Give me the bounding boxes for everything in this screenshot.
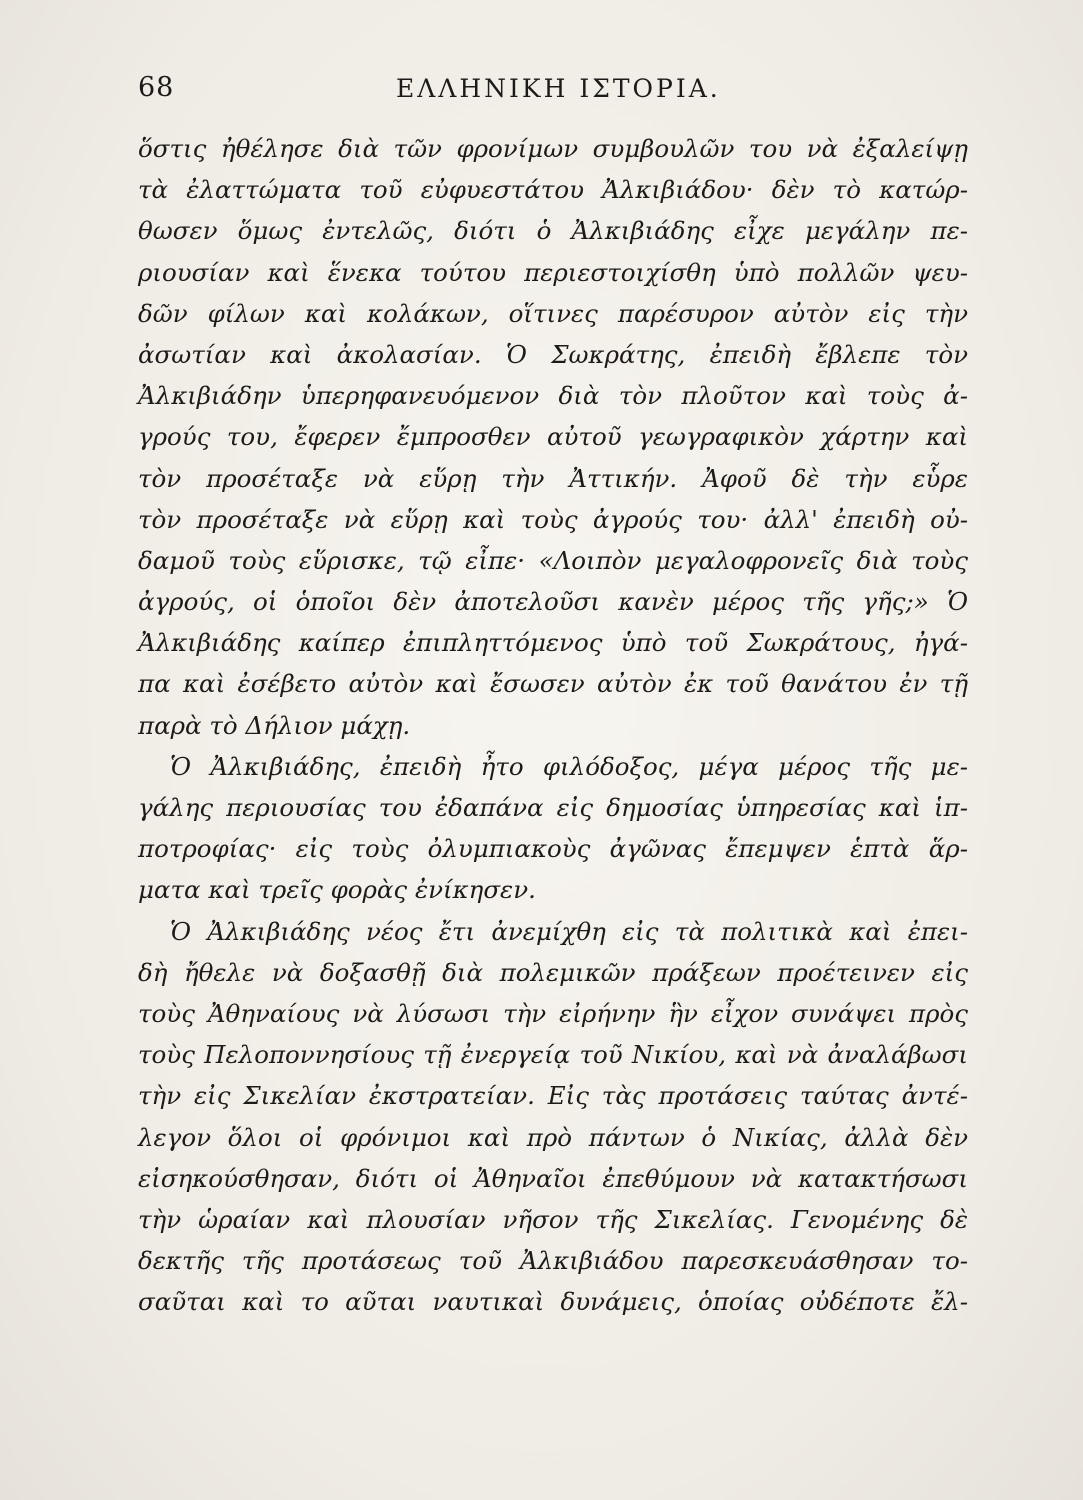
text-line: δεκτῆς τῆς προτάσεως τοῦ Ἀλκιβιάδου παρεσκευάσθησαν το- (138, 1246, 968, 1276)
text-line: λεγον ὅλοι οἱ φρόνιμοι καὶ πρὸ πάντων ὁ Νικίας, ἀλλὰ δὲν (138, 1122, 968, 1152)
text-line: ὅστις ἠθέλησε διὰ τῶν φρονίμων συμβουλῶν του νὰ ἐξαλείψῃ (138, 134, 968, 163)
text-line: παρὰ τὸ Δήλιον μάχῃ. (138, 710, 411, 740)
page-header (138, 72, 958, 112)
text-line: τὴν ὡραίαν καὶ πλουσίαν νῆσον τῆς Σικελίας. Γενομένης δὲ (138, 1204, 968, 1234)
text-line: εἰσηκούσθησαν, διότι οἱ Ἀθηναῖοι ἐπεθύμουν νὰ κατακτήσωσι (138, 1163, 968, 1193)
text-line: τοὺς Πελοποννησίους τῇ ἐνεργείᾳ τοῦ Νικίου, καὶ νὰ ἀναλάβωσι (138, 1040, 968, 1070)
running-title: ΕΛΛΗΝΙΚΗ ΙΣΤΟΡΙΑ. (396, 74, 721, 103)
text-line: τὸν προσέταξε νὰ εὕρῃ καὶ τοὺς ἀγρούς του· ἀλλ' ἐπειδὴ οὐ- (138, 504, 968, 534)
text-line: ριουσίαν καὶ ἕνεκα τούτου περιεστοιχίσθη ὑπὸ πολλῶν ψευ- (138, 257, 968, 287)
text-line: Ἀλκιβιάδης καίπερ ἐπιπληττόμενος ὑπὸ τοῦ Σωκράτους, ἠγά- (138, 628, 968, 658)
text-line: ἀγρούς, οἱ ὁποῖοι δὲν ἀποτελοῦσι κανὲν μέρος τῆς γῆς;» Ὁ (138, 587, 968, 617)
text-line: Ὁ Ἀλκιβιάδης νέος ἔτι ἀνεμίχθη εἰς τὰ πολιτικὰ καὶ ἐπει- (170, 916, 968, 946)
text-line: ἀσωτίαν καὶ ἀκολασίαν. Ὁ Σωκράτης, ἐπειδὴ ἔβλεπε τὸν (138, 339, 968, 369)
text-line: δῶν φίλων καὶ κολάκων, οἵτινες παρέσυρον αὐτὸν εἰς τὴν (138, 298, 968, 328)
text-line: τοὺς Ἀθηναίους νὰ λύσωσι τὴν εἰρήνην ἣν εἶχον συνάψει πρὸς (138, 998, 968, 1028)
text-line: τὸν προσέταξε νὰ εὕρῃ τὴν Ἀττικήν. Ἀφοῦ δὲ τὴν εὗρε (138, 463, 968, 493)
text-line: πα καὶ ἐσέβετο αὐτὸν καὶ ἔσωσεν αὐτὸν ἐκ τοῦ θανάτου ἐν τῇ (138, 669, 968, 699)
text-line: τὴν εἰς Σικελίαν ἐκστρατείαν. Εἰς τὰς προτάσεις ταύτας ἀντέ- (138, 1081, 968, 1111)
text-line: δαμοῦ τοὺς εὕρισκε, τῷ εἶπε· «Λοιπὸν μεγαλοφρονεῖς διὰ τοὺς (138, 545, 968, 575)
text-line: γάλης περιουσίας του ἐδαπάνα εἰς δημοσίας ὑπηρεσίας καὶ ἱπ- (138, 793, 968, 822)
page-number: 68 (138, 72, 175, 103)
text-line: ματα καὶ τρεῖς φορὰς ἐνίκησεν. (138, 875, 536, 905)
text-line: ποτροφίας· εἰς τοὺς ὀλυμπιακοὺς ἀγῶνας ἔπεμψεν ἑπτὰ ἅρ- (138, 834, 968, 864)
body-text (138, 128, 968, 1322)
text-line: γρούς του, ἔφερεν ἔμπροσθεν αὐτοῦ γεωγραφικὸν χάρτην καὶ (138, 422, 968, 452)
text-line: Ὁ Ἀλκιβιάδης, ἐπειδὴ ἦτο φιλόδοξος, μέγα μέρος τῆς με- (170, 751, 968, 781)
text-line: τὰ ἐλαττώματα τοῦ εὐφυεστάτου Ἀλκιβιάδου· δὲν τὸ κατώρ- (138, 175, 968, 205)
text-line: Ἀλκιβιάδην ὑπερηφανευόμενον διὰ τὸν πλοῦτον καὶ τοὺς ἀ- (138, 381, 968, 411)
text-line: δὴ ἤθελε νὰ δοξασθῇ διὰ πολεμικῶν πράξεων προέτεινεν εἰς (138, 957, 968, 987)
text-line: θωσεν ὅμως ἐντελῶς, διότι ὁ Ἀλκιβιάδης εἶχε μεγάλην πε- (138, 216, 968, 246)
text-line: σαῦται καὶ το αῦται ναυτικαὶ δυνάμεις, ὁποίας οὐδέποτε ἔλ- (138, 1287, 968, 1317)
